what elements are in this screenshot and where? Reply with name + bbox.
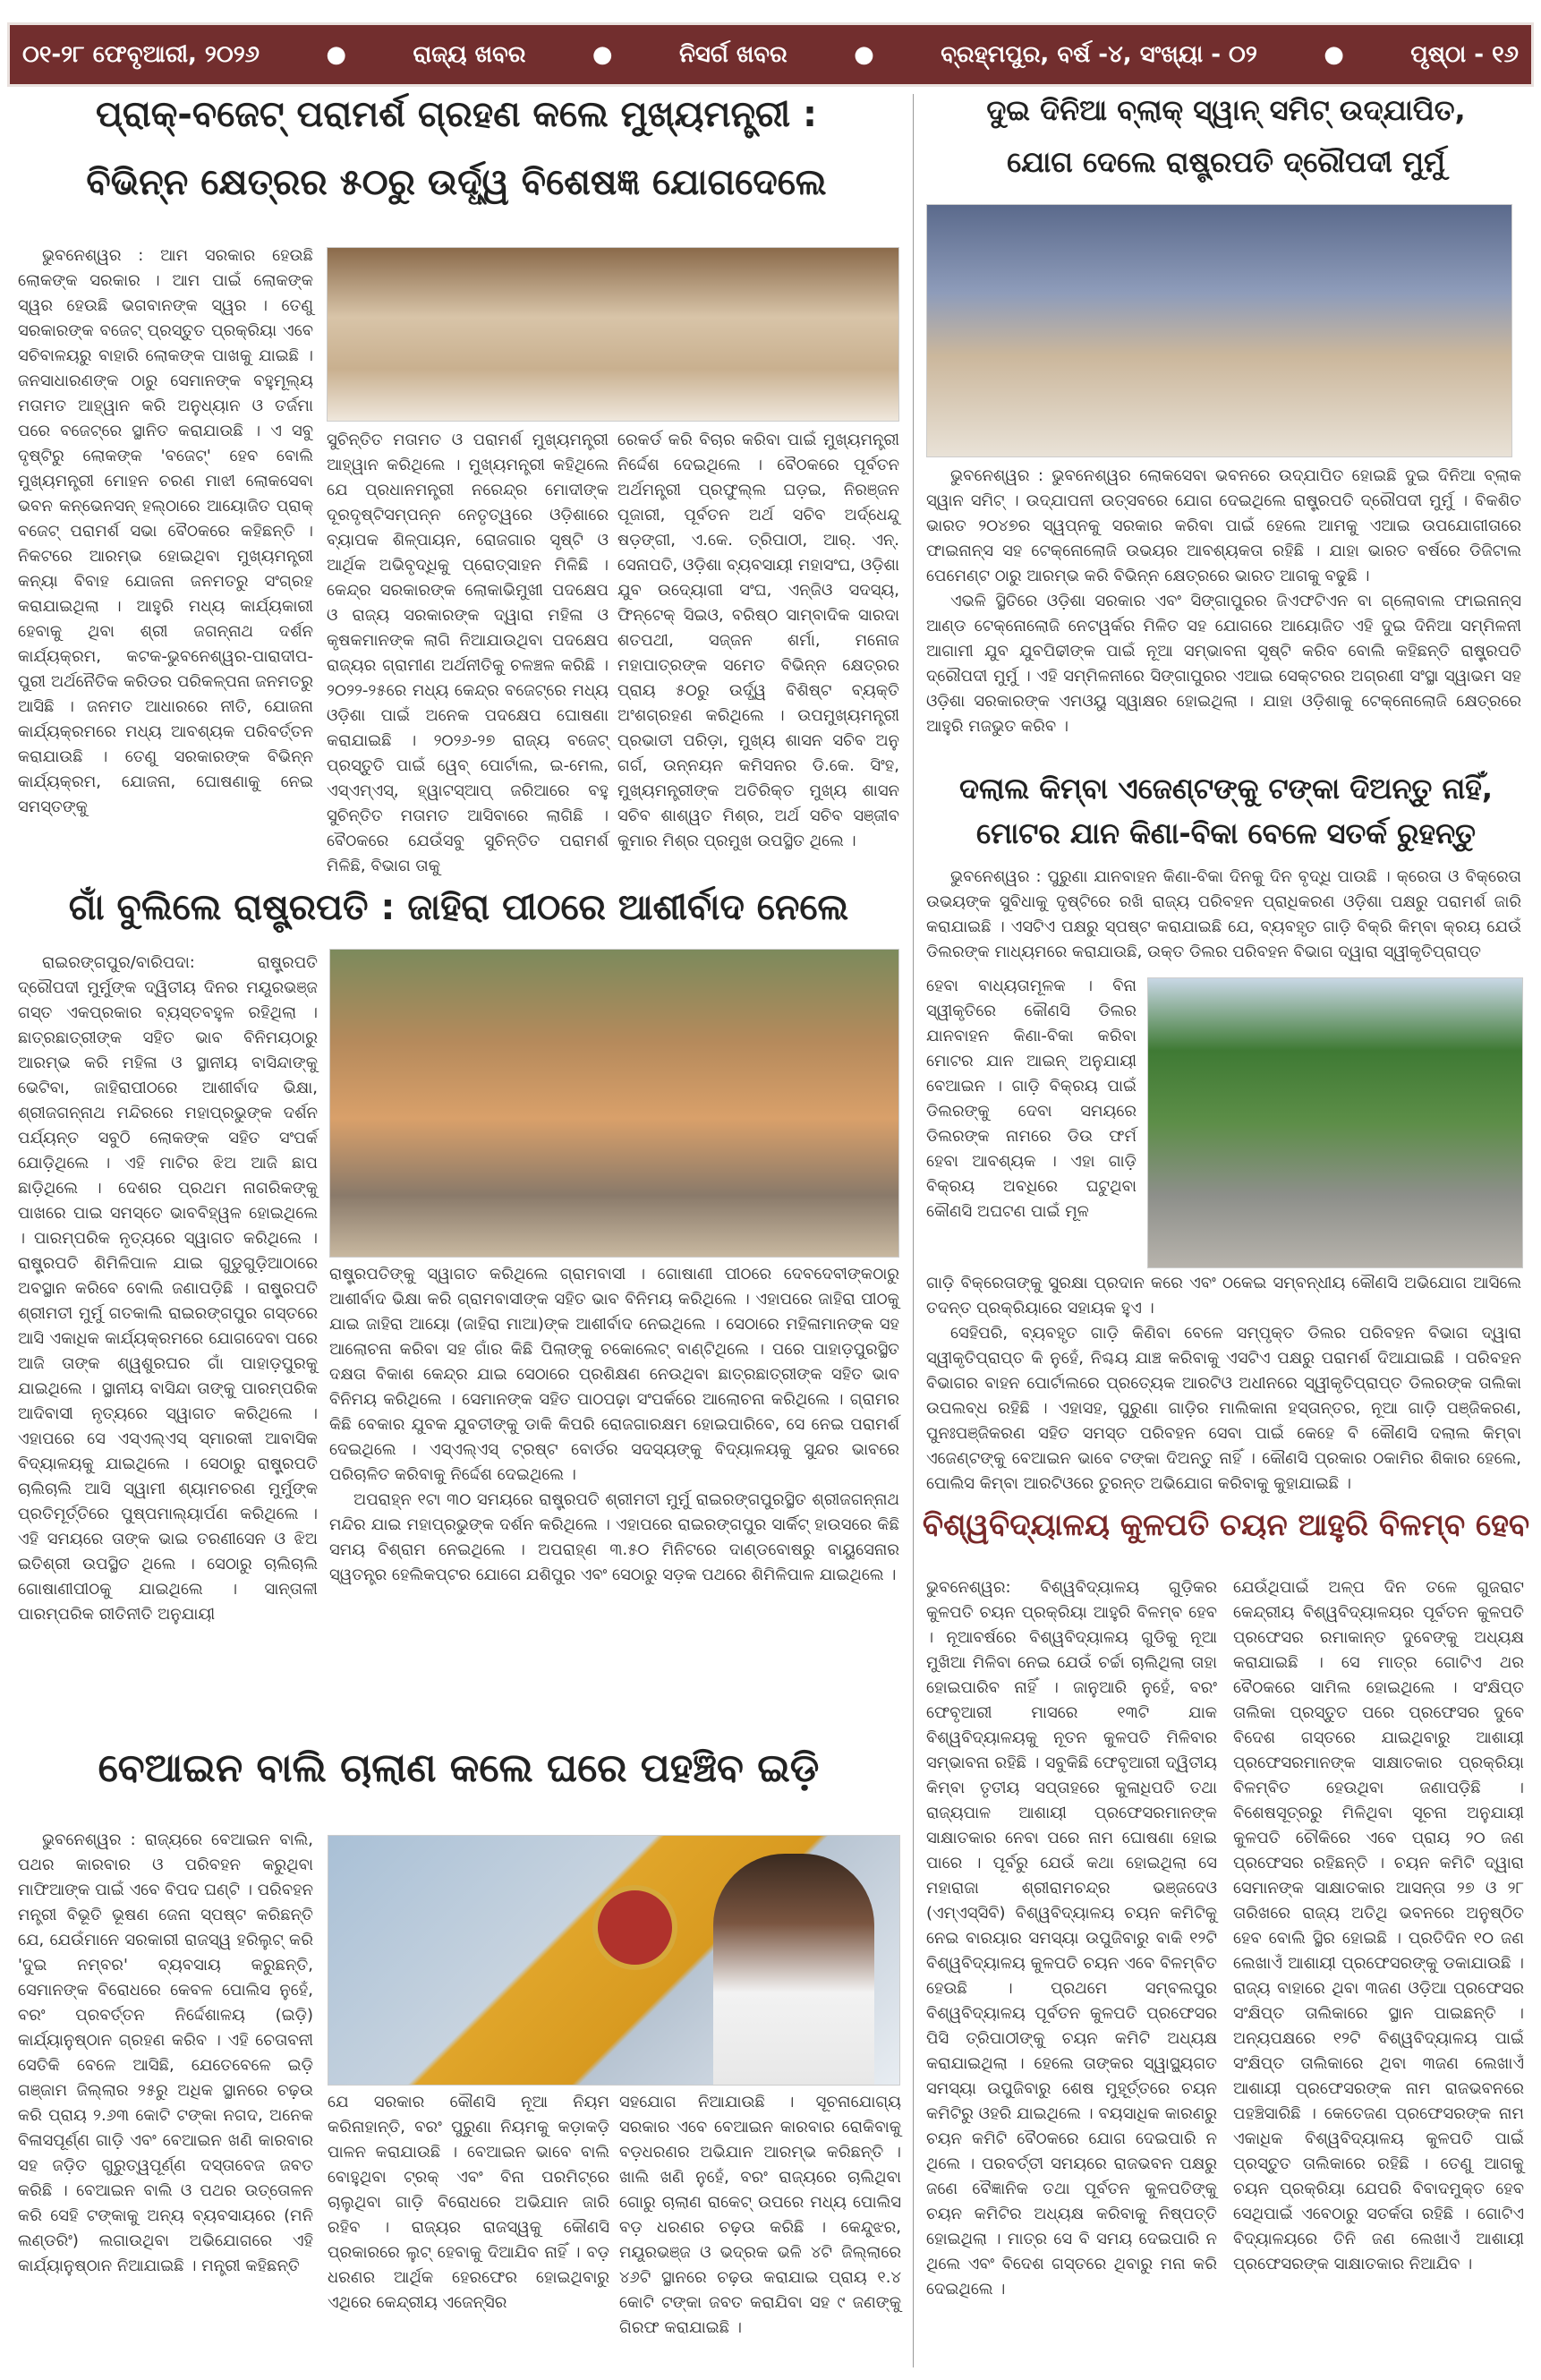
paragraph: ସହଯୋଗ ନିଆଯାଉଛି । ସୂଚନାଯୋଗ୍ୟ ସରକାର ଏବେ ବେଆଇନ କାରବାର ରୋକିବାକୁ ବଡ଼ଧରଣର ଅଭିଯାନ ଆରମ୍ଭ କରିଛନ୍ତି । ଖାଲି ଖଣି ନୁହେଁ, ବରଂ ରାଜ୍ୟରେ ଚାଲିଥିବା ଗୋରୁ ଚାଲାଣ ରାକେଟ୍ ଉପରେ ମଧ୍ୟ ପୋଲିସ ବଡ଼ ଧରଣର ଚଢ଼ଉ କରିଛି । କେନ୍ଦୁଝର, ମୟୂରଭଞ୍ଜ ଓ ଭଦ୍ରକ ଭଳି ୪ଟି ଜିଲ୍ଲାରେ ୪୬ଟି ସ୍ଥାନରେ ଚଢ଼ଉ କରାଯାଇ ପ୍ରାୟ ୧.୪ କୋଟି ଟଙ୍କା ଜବତ କରାଯିବା ସହ ୯ ଜଣଙ୍କୁ ଗିରଫ କରାଯାଇଛି ।: [619, 2093, 901, 2337]
photo-ed-raid: [328, 1835, 900, 2086]
article-budget-col2: [327, 428, 609, 879]
paragraph: ରାଇରଙ୍ଗପୁର/ବାରିପଦା: ରାଷ୍ଟ୍ରପତି ଦ୍ରୌପଦୀ ମୁର୍ମୁଙ୍କ ଦ୍ୱିତୀୟ ଦିନର ମୟୂରଭଞ୍ଜ ଗସ୍ତ ଏକପ୍ରକାର ବ୍ୟସ୍ତବହୁଳ ରହିଥିଲା । ଛାତ୍ରଛାତ୍ରୀଙ୍କ ସହିତ ଭାବ ବିନିମୟଠାରୁ ଆରମ୍ଭ କରି ମହିଳା ଓ ସ୍ଥାନୀୟ ବାସିନ୍ଦାଙ୍କୁ ଭେଟିବା, ଜାହିରାପୀଠରେ ଆଶୀର୍ବାଦ ଭିକ୍ଷା, ଶ୍ରୀଜଗନ୍ନାଥ ମନ୍ଦିରରେ ମହାପ୍ରଭୁଙ୍କ ଦର୍ଶନ ପର୍ଯ୍ୟନ୍ତ ସବୁଠି ଲୋକଙ୍କ ସହିତ ସଂପର୍କ ଯୋଡ଼ିଥିଲେ । ଏହି ମାଟିର ଝିଅ ଆଜି ଛାପ ଛାଡ଼ିଥିଲେ । ଦେଶର ପ୍ରଥମ ନାଗରିକଙ୍କୁ ପାଖରେ ପାଇ ସମସ୍ତେ ଭାବବିହ୍ୱଳ ହୋଇଥିଲେ । ପାରମ୍ପରିକ ନୃତ୍ୟରେ ସ୍ୱାଗତ କରିଥିଲେ । ରାଷ୍ଟ୍ରପତି ଶିମିଳିପାଳ ଯାଇ ଗୁଡୁଗୁଡ଼ିଆଠାରେ ଅବସ୍ଥାନ କରିବେ ବୋଲି ଜଣାପଡ଼ିଛି । ରାଷ୍ଟ୍ରପତି ଶ୍ରୀମତୀ ମୁର୍ମୁ ଗତକାଲି ରାଇରଙ୍ଗପୁର ଗସ୍ତରେ ଆସି ଏକାଧିକ କାର୍ଯ୍ୟକ୍ରମରେ ଯୋଗଦେବା ପରେ ଆଜି ତାଙ୍କ ଶ୍ୱଶୁରଘର ଗାଁ ପାହାଡ଼ପୁରକୁ ଯାଇଥିଲେ । ସ୍ଥାନୀୟ ବାସିନ୍ଦା ତାଙ୍କୁ ପାରମ୍ପରିକ ଆଦିବାସୀ ନୃତ୍ୟରେ ସ୍ୱାଗତ କରିଥିଲେ । ଏହାପରେ ସେ ଏସ୍‌ଏଲ୍‌ଏସ୍ ସ୍ମାରକୀ ଆବାସିକ ବିଦ୍ୟାଳୟକୁ ଯାଇଥିଲେ । ସେଠାରୁ ରାଷ୍ଟ୍ରପତି ଚାଲିଚାଲି ଆସି ସ୍ୱାମୀ ଶ୍ୟାମଚରଣ ମୁର୍ମୁଙ୍କ ପ୍ରତିମୂର୍ତ୍ତିରେ ପୁଷ୍ପମାଲ୍ୟାର୍ପଣ କରିଥିଲେ । ଏହି ସମୟରେ ତାଙ୍କ ଭାଇ ତରଣୀସେନ ଓ ଝିଅ ଇତିଶ୍ରୀ ଉପସ୍ଥିତ ଥିଲେ । ସେଠାରୁ ଚାଲିଚାଲି ଗୋଷାଣୀପୀଠକୁ ଯାଇଥିଲେ । ସାନ୍ତାଳୀ ପାରମ୍ପରିକ ରୀତିନୀତି ଅନୁଯାୟୀ: [18, 953, 318, 1624]
headline-summit-2: ଯୋଗ ଦେଲେ ରାଷ୍ଟ୍ରପତି ଦ୍ରୌପଦୀ ମୁର୍ମୁ: [1007, 145, 1445, 179]
headline-university: ବିଶ୍ୱବିଦ୍ୟାଳୟ କୁଳପତି ଚୟନ ଆହୁରି ବିଳମ୍ବ ହେବ: [922, 1507, 1530, 1543]
headline-budget-2: ବିଭିନ୍ନ କ୍ଷେତ୍ରର ୫୦ରୁ ଉର୍ଦ୍ଧ୍ୱ ବିଶେଷଜ୍ଞ ଯୋଗଦେଲେ: [86, 162, 827, 203]
bullet-icon: ●: [326, 41, 347, 68]
article-university-col2: [1233, 1575, 1524, 2277]
article-dealer-body: [926, 1271, 1521, 1497]
paragraph: ଗାଡ଼ି ବିକ୍ରେତାଙ୍କୁ ସୁରକ୍ଷା ପ୍ରଦାନ କରେ ଏବଂ ଠକେଇ ସମ୍ବନ୍ଧୀୟ କୌଣସି ଅଭିଯୋଗ ଆସିଲେ ତଦନ୍ତ ପ୍ରକ୍ରିୟାରେ ସହାୟକ ହୁଏ ।: [926, 1274, 1521, 1318]
page-number: ପୃଷ୍ଠା - ୧୬: [1410, 40, 1519, 68]
article-budget-col3: [617, 428, 899, 854]
article-sand-col1: [18, 1828, 313, 2279]
section-state-news: ରାଜ୍ୟ ଖବର: [413, 40, 526, 68]
article-village-col1: [18, 951, 318, 1627]
article-sand-col2: [328, 2090, 609, 2316]
article-summit-body: [926, 464, 1521, 739]
article-dealer-intro: [926, 865, 1521, 965]
ed-logo-icon: [592, 1885, 677, 1970]
paragraph: ରେକର୍ଡ କରି ବିଚାର କରିବା ପାଇଁ ମୁଖ୍ୟମନ୍ତ୍ରୀ ନିର୍ଦ୍ଦେଶ ଦେଇଥିଲେ । ବୈଠକରେ ପୂର୍ବତନ ଅର୍ଥମନ୍ତ୍ରୀ ପ୍ରଫୁଲ୍ଲ ଘଡ଼ଇ, ନିରଞ୍ଜନ ପୂଜାରୀ, ପୂର୍ବତନ ଅର୍ଥ ସଚିବ ଅର୍ଦ୍ଧେନ୍ଦୁ ଷଡ଼ଙ୍ଗୀ, ଏ.କେ. ତ୍ରିପାଠୀ, ଆର୍. ଏନ୍. ସେନାପତି, ଓଡ଼ିଶା ବ୍ୟବସାୟୀ ମହାସଂଘ, ଓଡ଼ିଶା ଯୁବ ଉଦ୍ୟୋଗୀ ସଂଘ, ଏନ୍‌ଜିଓ ସଦସ୍ୟ, ଫିନ୍‌ଟେକ୍ ସିଇଓ, ବରିଷ୍ଠ ସାମ୍ବାଦିକ ସାରଦା ଶତପଥୀ, ସଜ୍ଜନ ଶର୍ମା, ମନୋଜ ମହାପାତ୍ରଙ୍କ ସମେତ ବିଭିନ୍ନ କ୍ଷେତ୍ରର ପ୍ରାୟ ୫୦ରୁ ଉର୍ଦ୍ଧ୍ୱ ବିଶିଷ୍ଟ ବ୍ୟକ୍ତି ଅଂଶଗ୍ରହଣ କରିଥିଲେ । ଉପମୁଖ୍ୟମନ୍ତ୍ରୀ ପ୍ରଭାତୀ ପରିଡ଼ା, ମୁଖ୍ୟ ଶାସନ ସଚିବ ଅନୁ ଗର୍ଗ, ଉନ୍ନୟନ କମିସନର ଡି.କେ. ସିଂହ, ମୁଖ୍ୟମନ୍ତ୍ରୀଙ୍କ ଅତିରିକ୍ତ ମୁଖ୍ୟ ଶାସନ ସଚିବ ଶାଶ୍ୱତ ମିଶ୍ର, ଅର୍ଥ ସଚିବ ସଞ୍ଜୀବ କୁମାର ମିଶ୍ର ପ୍ରମୁଖ ଉପସ୍ଥିତ ଥିଲେ ।: [617, 431, 899, 850]
paragraph: ଭୁବନେଶ୍ୱର : ଆମ ସରକାର ହେଉଛି ଲୋକଙ୍କ ସରକାର । ଆମ ପାଇଁ ଲୋକଙ୍କ ସ୍ୱର ହେଉଛି ଭଗବାନଙ୍କ ସ୍ୱର । ତେଣୁ ସରକାରଙ୍କ ବଜେଟ୍ ପ୍ରସ୍ତୁତ ପ୍ରକ୍ରିୟା ଏବେ ସଚିବାଳୟରୁ ବାହାରି ଲୋକଙ୍କ ପାଖକୁ ଯାଇଛି । ଜନସାଧାରଣଙ୍କ ଠାରୁ ସେମାନଙ୍କ ବହୁମୂଲ୍ୟ ମତାମତ ଆହ୍ୱାନ କରି ଅନୁଧ୍ୟାନ ଓ ତର୍ଜମା ପରେ ବଜେଟ୍‌ରେ ସ୍ଥାନିତ କରାଯାଉଛି । ଏ ସବୁ ଦୃଷ୍ଟିରୁ ଲୋକଙ୍କ 'ବଜେଟ୍' ହେବ ବୋଲି ମୁଖ୍ୟମନ୍ତ୍ରୀ ମୋହନ ଚରଣ ମାଝୀ ଲୋକସେବା ଭବନ କନ୍‌ଭେନସନ୍ ହଲ୍‌ଠାରେ ଆୟୋଜିତ ପ୍ରାକ୍ ବଜେଟ୍ ପରାମର୍ଶ ସଭା ବୈଠକରେ କହିଛନ୍ତି । ନିକଟରେ ଆରମ୍ଭ ହୋଇଥିବା ମୁଖ୍ୟମନ୍ତ୍ରୀ କନ୍ୟା ବିବାହ ଯୋଜନା ଜନମତରୁ ସଂଗ୍ରହ କରାଯାଇଥିଲା । ଆହୁରି ମଧ୍ୟ କାର୍ଯ୍ୟକାରୀ ହେବାକୁ ଥିବା ଶ୍ରୀ ଜଗନ୍ନାଥ ଦର୍ଶନ କାର୍ଯ୍ୟକ୍ରମ, କଟକ-ଭୁବନେଶ୍ୱର-ପାରାଦୀପ-ପୁରୀ ଅର୍ଥନୈତିକ କରିଡର ପରିକଳ୍ପନା ଜନମତରୁ ଆସିଛି । ଜନମତ ଆଧାରରେ ନୀତି, ଯୋଜନା କାର୍ଯ୍ୟକ୍ରମରେ ମଧ୍ୟ ଆବଶ୍ୟକ ପରିବର୍ତ୍ତନ କରାଯାଉଛି । ତେଣୁ ସରକାରଙ୍କ ବିଭିନ୍ନ କାର୍ଯ୍ୟକ୍ରମ, ଯୋଜନା, ଘୋଷଣାକୁ ନେଇ ସମସ୍ତଙ୍କୁ: [18, 246, 313, 816]
headline-budget-1: ପ୍ରାକ୍-ବଜେଟ୍ ପରାମର୍ଶ ଗ୍ରହଣ କଲେ ମୁଖ୍ୟମନ୍ତ୍ରୀ :: [96, 94, 817, 135]
headline-dealer-2: ମୋଟର ଯାନ କିଣା-ବିକା ବେଳେ ସତର୍କ ରୁହନ୍ତୁ: [976, 816, 1476, 850]
article-university-col1: [926, 1575, 1217, 2302]
issue-date: ୦୧-୨୮ ଫେବୃଆରୀ, ୨୦୨୬: [22, 40, 260, 68]
paragraph: ଭୁବନେଶ୍ୱର : ରାଜ୍ୟରେ ବେଆଇନ ବାଲି, ପଥର କାରବାର ଓ ପରିବହନ କରୁଥିବା ମାଫିଆଙ୍କ ପାଇଁ ଏବେ ବିପଦ ଘଣ୍ଟି । ପରିବହନ ମନ୍ତ୍ରୀ ବିଭୂତି ଭୂଷଣ ଜେନା ସ୍ପଷ୍ଟ କରିଛନ୍ତି ଯେ, ଯେଉଁମାନେ ସରକାରୀ ରାଜସ୍ୱ ହରିଲୁଟ୍ କରି 'ଦୁଇ ନମ୍ବର' ବ୍ୟବସାୟ କରୁଛନ୍ତି, ସେମାନଙ୍କ ବିରୋଧରେ କେବଳ ପୋଲିସ ନୁହେଁ, ବରଂ ପ୍ରବର୍ତ୍ତନ ନିର୍ଦ୍ଦେଶାଳୟ (ଇଡ଼ି) କାର୍ଯ୍ୟାନୁଷ୍ଠାନ ଗ୍ରହଣ କରିବ । ଏହି ଚେତାବନୀ ସେତିକି ବେଳେ ଆସିଛି, ଯେତେବେଳେ ଇଡ଼ି ଗଞ୍ଜାମ ଜିଲ୍ଲାର ୨୫ରୁ ଅଧିକ ସ୍ଥାନରେ ଚଢ଼ଉ କରି ପ୍ରାୟ ୨.୬୩ କୋଟି ଟଙ୍କା ନଗଦ, ଅନେକ ବିଳାସପୂର୍ଣ୍ଣ ଗାଡ଼ି ଏବଂ ବେଆଇନ ଖଣି କାରବାର ସହ ଜଡ଼ିତ ଗୁରୁତ୍ୱପୂର୍ଣ୍ଣ ଦସ୍ତାବେଜ ଜବତ କରିଛି । ବେଆଇନ ବାଲି ଓ ପଥର ଉତ୍ତୋଳନ କରି ସେହି ଟଙ୍କାକୁ ଅନ୍ୟ ବ୍ୟବସାୟରେ (ମନି ଲଣ୍ଡରିଂ) ଲଗାଉଥିବା ଅଭିଯୋଗରେ ଏହି କାର୍ଯ୍ୟାନୁଷ୍ଠାନ ନିଆଯାଇଛି । ମନ୍ତ୍ରୀ କହିଛନ୍ତି: [18, 1830, 313, 2275]
headline-dealer-1: ଦଲାଲ କିମ୍ବା ଏଜେଣ୍ଟଙ୍କୁ ଟଙ୍କା ଦିଅନ୍ତୁ ନାହିଁ,: [958, 772, 1494, 806]
paragraph: ଯେ ସରକାର କୌଣସି ନୂଆ ନିୟମ କରିନାହାନ୍ତି, ବରଂ ପୁରୁଣା ନିୟମକୁ କଡ଼ାକଡ଼ି ପାଳନ କରାଯାଉଛି । ବେଆଇନ ଭାବେ ବାଲି ବୋହୁଥିବା ଟ୍ରକ୍ ଏବଂ ବିନା ପରମିଟ୍‌ରେ ଚାଲୁଥିବା ଗାଡ଼ି ବିରୋଧରେ ଅଭିଯାନ ଜାରି ରହିବ । ରାଜ୍ୟର ରାଜସ୍ୱକୁ କୌଣସି ପ୍ରକାରରେ ଲୁଟ୍ ହେବାକୁ ଦିଆଯିବ ନାହିଁ । ବଡ଼ ଧରଣର ଆର୍ଥିକ ହେରଫେର ହୋଇଥିବାରୁ ଏଥିରେ କେନ୍ଦ୍ରୀୟ ଏଜେନ୍ସିର: [328, 2093, 609, 2312]
paragraph: ସେହିପରି, ବ୍ୟବହୃତ ଗାଡ଼ି କିଣିବା ବେଳେ ସମ୍ପୃକ୍ତ ଡିଲର ପରିବହନ ବିଭାଗ ଦ୍ୱାରା ସ୍ୱୀକୃତିପ୍ରାପ୍ତ କି ନୁହେଁ, ନିଶ୍ଚୟ ଯାଞ୍ଚ କରିବାକୁ ଏସଟିଏ ପକ୍ଷରୁ ପରାମର୍ଶ ଦିଆଯାଇଛି । ପରିବହନ ବିଭାଗର ବାହନ ପୋର୍ଟାଲରେ ପ୍ରତ୍ୟେକ ଆରଟିଓ ଅଧୀନରେ ସ୍ୱୀକୃତିପ୍ରାପ୍ତ ଡିଲରଙ୍କ ତାଲିକା ଉପଲବ୍ଧ ରହିଛି । ଏହାସହ, ପୁରୁଣା ଗାଡ଼ିର ମାଲିକାନା ହସ୍ତାନ୍ତର, ନୂଆ ଗାଡ଼ି ପଞ୍ଜିକରଣ, ପୁନଃପଞ୍ଜିକରଣ ସହିତ ସମସ୍ତ ପରିବହନ ସେବା ପାଇଁ କେହେ ବି କୌଣସି ଦଲାଲ କିମ୍ବା ଏଜେଣ୍ଟଙ୍କୁ ବେଆଇନ ଭାବେ ଟଙ୍କା ଦିଅନ୍ତୁ ନାହିଁ । କୌଣସି ପ୍ରକାର ଠକାମିର ଶିକାର ହେଲେ, ପୋଲିସ କିମ୍ବା ଆରଟିଓରେ ତୁରନ୍ତ ଅଭିଯୋଗ କରିବାକୁ କୁହାଯାଇଛି ।: [926, 1324, 1521, 1493]
headline-village: ଗାଁ ବୁଲିଲେ ରାଷ୍ଟ୍ରପତି : ଜାହିରା ପୀଠରେ ଆଶୀର୍ବାଦ ନେଲେ: [68, 887, 849, 928]
article-village-col2: [329, 1262, 899, 1588]
paragraph: ଭୁବନେଶ୍ୱର : ପୁରୁଣା ଯାନବାହନ କିଣା-ବିକା ଦିନକୁ ଦିନ ବୃଦ୍ଧି ପାଉଛି । କ୍ରେତା ଓ ବିକ୍ରେତା ଉଭୟଙ୍କ ସୁବିଧାକୁ ଦୃଷ୍ଟିରେ ରଖି ରାଜ୍ୟ ପରିବହନ ପ୍ରାଧିକରଣ ଓଡ଼ିଶା ପକ୍ଷରୁ ପରାମର୍ଶ ଜାରି କରାଯାଇଛି । ଏସଟିଏ ପକ୍ଷରୁ ସ୍ପଷ୍ଟ କରାଯାଇଛି ଯେ, ବ୍ୟବହୃତ ଗାଡ଼ି ବିକ୍ରି କିମ୍ବା କ୍ରୟ ଯେଉଁ ଡିଲରଙ୍କ ମାଧ୍ୟମରେ କରାଯାଉଛି, ଉକ୍ତ ଡିଲର ପରିବହନ ବିଭାଗ ଦ୍ୱାରା ସ୍ୱୀକୃତିପ୍ରାପ୍ତ: [926, 867, 1521, 961]
bullet-icon: ●: [592, 41, 613, 68]
paragraph: ଭୁବନେଶ୍ୱର : ଭୁବନେଶ୍ୱର ଲୋକସେବା ଭବନରେ ଉଦ୍‌ଯାପିତ ହୋଇଛି ଦୁଇ ଦିନିଆ ବ୍ଲାକ ସ୍ୱାନ ସମିଟ୍ । ଉଦ୍‌ଯାପନୀ ଉତ୍ସବରେ ଯୋଗ ଦେଇଥିଲେ ରାଷ୍ଟ୍ରପତି ଦ୍ରୌପଦୀ ମୁର୍ମୁ । ବିକଶିତ ଭାରତ ୨୦୪୭ର ସ୍ୱପ୍ନକୁ ସରକାର କରିବା ପାଇଁ ହେଲେ ଆମକୁ ଏଆଇ ଉପଯୋଗୀତାରେ ଫାଇନାନ୍ସ ସହ ଟେକ୍ନୋଲୋଜି ଉଭୟର ଆବଶ୍ୟକତା ରହିଛି । ଯାହା ଭାରତ ବର୍ଷରେ ଡିଜିଟାଲ ପେମେଣ୍ଟ ଠାରୁ ଆରମ୍ଭ କରି ବିଭିନ୍ନ କ୍ଷେତ୍ରରେ ଭାରତ ଆଗକୁ ବଢୁଛି ।: [926, 466, 1521, 585]
paragraph: ହେବା ବାଧ୍ୟତାମୂଳକ । ବିନା ସ୍ୱୀକୃତିରେ କୌଣସି ଡିଲର ଯାନବାହନ କିଣା-ବିକା କରିବା ମୋଟର ଯାନ ଆଇନ୍ ଅନୁଯାୟୀ ବେଆଇନ । ଗାଡ଼ି ବିକ୍ରୟ ପାଇଁ ଡିଲରଙ୍କୁ ଦେବା ସମୟରେ ଡିଲରଙ୍କ ନାମରେ ଡିଉ ଫର୍ମ ହେବା ଆବଶ୍ୟକ । ଏହା ଗାଡ଼ି ବିକ୍ରୟ ଅବଧିରେ ଘଟୁଥିବା କୌଣସି ଅଘଟଣ ପାଇଁ ମୂଳ: [926, 977, 1137, 1221]
article-sand-col3: [619, 2090, 901, 2341]
photo-traffic: [1147, 977, 1523, 1268]
bullet-icon: ●: [854, 41, 874, 68]
photo-summit: [926, 204, 1512, 457]
paragraph: ଏଭଳି ସ୍ଥିତିରେ ଓଡ଼ିଶା ସରକାର ଏବଂ ସିଙ୍ଗାପୁରର ଜିଏଫଟିଏନ ବା ଗ୍ଲୋବାଲ ଫାଇନାନ୍ସ ଆଣ୍ଡ ଟେକ୍ନୋଲୋଜି ନେଟୱର୍କର ମିଳିତ ସହ ଯୋଗରେ ଆୟୋଜିତ ଏହି ଦୁଇ ଦିନିଆ ସମ୍ମିଳନୀ ଆଗାମୀ ଯୁବ ଯୁବପିଢୀଙ୍କ ପାଇଁ ନୂଆ ସମ୍ଭାବନା ସୃଷ୍ଟି କରିବ ବୋଲି କହିଛନ୍ତି ରାଷ୍ଟ୍ରପତି ଦ୍ରୌପଦୀ ମୁର୍ମୁ । ଏହି ସମ୍ମିଳନୀରେ ସିଙ୍ଗାପୁରର ଏଆଇ ସେକ୍ଟରର ଅଗ୍ରଣୀ ସଂସ୍ଥା ସ୍ୱାଭମ ସହ ଓଡ଼ିଶା ସରକାରଙ୍କ ଏମଓୟୁ ସ୍ୱାକ୍ଷର ହୋଇଥିଲା । ଯାହା ଓଡ଼ିଶାକୁ ଟେକ୍ନୋଲୋଜି କ୍ଷେତ୍ରରେ ଆହୁରି ମଜଭୁତ କରିବ ।: [926, 592, 1521, 736]
section-nisarga-news: ନିସର୍ଗ ଖବର: [678, 40, 788, 68]
masthead-band: [7, 22, 1534, 87]
column-divider: [913, 94, 914, 2367]
paragraph: ଯେଉଁଥିପାଇଁ ଅଳ୍ପ ଦିନ ତଳେ ଗୁଜରାଟ କେନ୍ଦ୍ରୀୟ ବିଶ୍ୱବିଦ୍ୟାଳୟର ପୂର୍ବତନ କୁଳପତି ପ୍ରଫେସର ରମାକାନ୍ତ ଦୁବେଙ୍କୁ ଅଧ୍ୟକ୍ଷ କରାଯାଇଛି । ସେ ମାତ୍ର ଗୋଟିଏ ଥର ବୈଠକରେ ସାମିଲ ହୋଇଥିଲେ । ସଂକ୍ଷିପ୍ତ ତାଲିକା ପ୍ରସ୍ତୁତ ପରେ ପ୍ରଫେସର ଦୁବେ ବିଦେଶ ଗସ୍ତରେ ଯାଇଥିବାରୁ ଆଶାୟୀ ପ୍ରଫେସରମାନଙ୍କ ସାକ୍ଷାତକାର ପ୍ରକ୍ରିୟା ବିଳମ୍ବିତ ହେଉଥିବା ଜଣାପଡ଼ିଛି । ବିଶେଷସୂତ୍ରରୁ ମିଳିଥିବା ସୂଚନା ଅନୁଯାୟୀ କୁଳପତି ଚୌକିରେ ଏବେ ପ୍ରାୟ ୨୦ ଜଣ ପ୍ରଫେସର ରହିଛନ୍ତି । ଚୟନ କମିଟି ଦ୍ୱାରା ସେମାନଙ୍କ ସାକ୍ଷାତକାର ଆସନ୍ତା ୨୭ ଓ ୨୮ ତାରିଖରେ ରାଜ୍ୟ ଅତିଥି ଭବନରେ ଅନୁଷ୍ଠିତ ହେବ ବୋଲି ସ୍ଥିର ହୋଇଛି । ପ୍ରତିଦିନ ୧୦ ଜଣ ଲେଖାଏଁ ଆଶାୟୀ ପ୍ରଫେସରଙ୍କୁ ଡକାଯାଉଛି । ରାଜ୍ୟ ବାହାରେ ଥିବା ୩ଜଣ ଓଡ଼ିଆ ପ୍ରଫେସର ସଂକ୍ଷିପ୍ତ ତାଲିକାରେ ସ୍ଥାନ ପାଇଛନ୍ତି । ଅନ୍ୟପକ୍ଷରେ ୧୨ଟି ବିଶ୍ୱବିଦ୍ୟାଳୟ ପାଇଁ ସଂକ୍ଷିପ୍ତ ତାଲିକାରେ ଥିବା ୩ଜଣ ଲେଖାଏଁ ଆଶାୟୀ ପ୍ରଫେସରଙ୍କ ନାମ ରାଜଭବନରେ ପହଞ୍ଚିସାରିଛି । କେତେଜଣ ପ୍ରଫେସରଙ୍କ ନାମ ଏକାଧିକ ବିଶ୍ୱବିଦ୍ୟାଳୟ କୁଳପତି ପାଇଁ ପ୍ରସ୍ତୁତ ତାଲିକାରେ ରହିଛି । ତେଣୁ ଆଗକୁ ଚୟନ ପ୍ରକ୍ରିୟା ଯେପରି ବିବାଦମୁକ୍ତ ହେବ ସେଥିପାଇଁ ଏବେଠାରୁ ସତର୍କତା ରହିଛି । ଗୋଟିଏ ବିଦ୍ୟାଳୟରେ ତିନି ଜଣ ଲେଖାଏଁ ଆଶାୟୀ ପ୍ରଫେସରଙ୍କ ସାକ୍ଷାତକାର ନିଆଯିବ ।: [1233, 1578, 1524, 2273]
paragraph: ଅପରାହ୍ନ ୧ଟା ୩୦ ସମୟରେ ରାଷ୍ଟ୍ରପତି ଶ୍ରୀମତୀ ମୁର୍ମୁ ରାଇରଙ୍ଗପୁରସ୍ଥିତ ଶ୍ରୀଜଗନ୍ନାଥ ମନ୍ଦିର ଯାଇ ମହାପ୍ରଭୁଙ୍କ ଦର୍ଶନ କରିଥିଲେ । ଏହାପରେ ରାଇରଙ୍ଗପୁର ସାର୍କିଟ୍‌ ହାଉସରେ କିଛି ସମୟ ବିଶ୍ରାମ ନେଇଥିଲେ । ଅପରାହ୍ଣ ୩.୫୦ ମିନିଟରେ ଦାଣ୍ଡବୋଷରୁ ବାୟୁସେନାର ସ୍ୱତନ୍ତ୍ର ହେଲିକପ୍ଟର ଯୋଗେ ଯଶିପୁର ଏବଂ ସେଠାରୁ ସଡ଼କ ପଥରେ ଶିମିଳିପାଳ ଯାଇଥିଲେ ।: [329, 1490, 899, 1584]
article-budget-col1: [18, 243, 313, 820]
paragraph: ରାଷ୍ଟ୍ରପତିଙ୍କୁ ସ୍ୱାଗତ କରିଥିଲେ ଗ୍ରାମବାସୀ । ଗୋଷାଣୀ ପୀଠରେ ଦେବଦେବୀଙ୍କଠାରୁ ଆଶୀର୍ବାଦ ଭିକ୍ଷା କରି ଗ୍ରାମବାସୀଙ୍କ ସହିତ ଭାବ ବିନିମୟ କରିଥିଲେ । ଏହାପରେ ଜାହିରା ପୀଠକୁ ଯାଇ ଜାହିରା ଆୟୋ (ଜାହିରା ମାଆ)ଙ୍କ ଆଶୀର୍ବାଦ ନେଇଥିଲେ । ସେଠାରେ ମହିଳାମାନଙ୍କ ସହ ଆଲୋଚନା କରିବା ସହ ଗାଁର କିଛି ପିଲାଙ୍କୁ ଚକୋଲେଟ୍ ବାଣ୍ଟିଥିଲେ । ପରେ ପାହାଡ଼ପୁରସ୍ଥିତ ଦକ୍ଷତା ବିକାଶ କେନ୍ଦ୍ର ଯାଇ ସେଠାରେ ପ୍ରଶିକ୍ଷଣ ନେଉଥିବା ଛାତ୍ରଛାତ୍ରୀଙ୍କ ସହିତ ଭାବ ବିନିମୟ କରିଥିଲେ । ସେମାନଙ୍କ ସହିତ ପାଠପଢ଼ା ସଂପର୍କରେ ଆଲୋଚନା କରିଥିଲେ । ଗ୍ରାମର କିଛି ବେକାର ଯୁବକ ଯୁବତୀଙ୍କୁ ଡାକି କିପରି ରୋଜଗାରକ୍ଷମ ହୋଇପାରିବେ, ସେ ନେଇ ପରାମର୍ଶ ଦେଇଥିଲେ । ଏସ୍‌ଏଲ୍‌ଏସ୍ ଟ୍ରଷ୍ଟ ବୋର୍ଡର ସଦସ୍ୟଙ୍କୁ ବିଦ୍ୟାଳୟକୁ ସୁନ୍ଦର ଭାବରେ ପରିଚାଳିତ କରିବାକୁ ନିର୍ଦ୍ଦେଶ ଦେଇଥିଲେ ।: [329, 1265, 899, 1484]
headline-sand: ବେଆଇନ ବାଲି ଚାଲାଣ କଲେ ଘରେ ପହଞ୍ଚିବ ଇଡ଼ି: [98, 1745, 820, 1791]
place-issue: ବ୍ରହ୍ମପୁର, ବର୍ଷ -୪, ସଂଖ୍ୟା - ୦୨: [941, 40, 1257, 68]
paragraph: ଭୁବନେଶ୍ୱର: ବିଶ୍ୱବିଦ୍ୟାଳୟ ଗୁଡ଼ିକର କୁଳପତି ଚୟନ ପ୍ରକ୍ରିୟା ଆହୁରି ବିଳମ୍ବ ହେବ । ନୂଆବର୍ଷରେ ବିଶ୍ୱବିଦ୍ୟାଳୟ ଗୁଡିକୁ ନୂଆ ମୁଖିଆ ମିଳିବା ନେଇ ଯେଉଁ ଚର୍ଚ୍ଚା ଚାଲିଥିଲା ତାହା ହୋଇପାରିବ ନାହିଁ । ଜାନୁଆରି ନୁହେଁ, ବରଂ ଫେବୃଆରୀ ମାସରେ ୧୩ଟି ଯାକ ବିଶ୍ୱବିଦ୍ୟାଳୟକୁ ନୂତନ କୁଳପତି ମିଳିବାର ସମ୍ଭାବନା ରହିଛି । ସବୁକିଛି ଫେବୃଆରୀ ଦ୍ୱିତୀୟ କିମ୍ବା ତୃତୀୟ ସପ୍ତାହରେ କୁଳାଧିପତି ତଥା ରାଜ୍ୟପାଳ ଆଶାୟୀ ପ୍ରଫେସରମାନଙ୍କ ସାକ୍ଷାତକାର ନେବା ପରେ ନାମ ଘୋଷଣା ହୋଇ ପାରେ । ପୂର୍ବରୁ ଯେଉଁ କଥା ହୋଇଥିଲା ସେ ମହାରାଜା ଶ୍ରୀରାମଚନ୍ଦ୍ର ଭଞ୍ଜଦେଓ (ଏମ୍ଏସ୍‌ସିବି) ବିଶ୍ୱବିଦ୍ୟାଳୟ ଚୟନ କମିଟିକୁ ନେଇ ବାରୟାର ସମସ୍ୟା ଉପୁଜିବାରୁ ବାକି ୧୨ଟି ବିଶ୍ୱବିଦ୍ୟାଳୟ କୁଳପତି ଚୟନ ଏବେ ବିଳମ୍ବିତ ହେଉଛି । ପ୍ରଥମେ ସମ୍ବଲପୁର ବିଶ୍ୱବିଦ୍ୟାଳୟ ପୂର୍ବତନ କୁଳପତି ପ୍ରଫେସର ପିସି ତ୍ରିପାଠୀଙ୍କୁ ଚୟନ କମିଟି ଅଧ୍ୟକ୍ଷ କରାଯାଇଥିଲା । ହେଲେ ତାଙ୍କର ସ୍ୱାସ୍ଥ୍ୟଗତ ସମସ୍ୟା ଉପୁଜିବାରୁ ଶେଷ ମୁହୂର୍ତ୍ତରେ ଚୟନ କମିଟିରୁ ଓହରି ଯାଇଥିଲେ । ବୟସାଧିକ କାରଣରୁ ଚୟନ କମିଟି ବୈଠକରେ ଯୋଗ ଦେଇପାରି ନ ଥିଲେ । ପରବର୍ତ୍ତୀ ସମୟରେ ରାଜଭବନ ପକ୍ଷରୁ ଜଣେ ବୈଜ୍ଞାନିକ ତଥା ପୂର୍ବତନ କୁଳପତିଙ୍କୁ ଚୟନ କମିଟିର ଅଧ୍ୟକ୍ଷ କରିବାକୁ ନିଷ୍ପତ୍ତି ହୋଇଥିଲା । ମାତ୍ର ସେ ବି ସମୟ ଦେଇପାରି ନ ଥିଲେ ଏବଂ ବିଦେଶ ଗସ୍ତରେ ଥିବାରୁ ମନା କରି ଦେଇଥିଲେ ।: [926, 1578, 1217, 2299]
photo-budget-meeting: [327, 247, 899, 422]
minister-portrait: [713, 1854, 874, 2085]
photo-president-village: [329, 949, 899, 1258]
headline-summit-1: ଦୁଇ ଦିନିଆ ବ୍ଲାକ୍ ସ୍ୱାନ୍ ସମିଟ୍ ଉଦ୍‌ଯାପିତ,: [986, 93, 1466, 127]
paragraph: ସୁଚିନ୍ତିତ ମତାମତ ଓ ପରାମର୍ଶ ମୁଖ୍ୟମନ୍ତ୍ରୀ ଆହ୍ୱାନ କରିଥିଲେ । ମୁଖ୍ୟମନ୍ତ୍ରୀ କହିଥିଲେ ଯେ ପ୍ରଧାନମନ୍ତ୍ରୀ ନରେନ୍ଦ୍ର ମୋଦୀଙ୍କ ଦୂରଦୃଷ୍ଟିସମ୍ପନ୍ନ ନେତୃତ୍ୱରେ ଓଡ଼ିଶାରେ ବ୍ୟାପକ ଶିଳ୍ପାୟନ, ରୋଜଗାର ସୃଷ୍ଟି ଓ ଆର୍ଥିକ ଅଭିବୃଦ୍ଧିକୁ ପ୍ରୋତ୍ସାହନ ମିଳିଛି । କେନ୍ଦ୍ର ସରକାରଙ୍କ ଲୋକାଭିମୁଖୀ ପଦକ୍ଷେପ ଓ ରାଜ୍ୟ ସରକାରଙ୍କ ଦ୍ୱାରା ମହିଳା ଓ କୃଷକମାନଙ୍କ ଲାଗି ନିଆଯାଉଥିବା ପଦକ୍ଷେପ ରାଜ୍ୟର ଗ୍ରାମୀଣ ଅର୍ଥନୀତିକୁ ଚଳଞ୍ଚଳ କରିଛି । ୨୦୨୨-୨୫ରେ ମଧ୍ୟ କେନ୍ଦ୍ର ବଜେଟ୍‌ରେ ମଧ୍ୟ ଓଡ଼ିଶା ପାଇଁ ଅନେକ ପଦକ୍ଷେପ ଘୋଷଣା କରାଯାଇଛି । ୨୦୨୬-୨୭ ରାଜ୍ୟ ବଜେଟ୍ ପ୍ରସ୍ତୁତି ପାଇଁ ୱେବ୍ ପୋର୍ଟାଲ, ଇ-ମେଲ, ଏସ୍‌ଏମ୍‌ଏସ୍, ହ୍ୱାଟସ୍‌ଆପ୍ ଜରିଆରେ ବହୁ ସୁଚିନ୍ତିତ ମତାମତ ଆସିବାରେ ଲାଗିଛି । ବୈଠକରେ ଯେଉଁସବୁ ସୁଚିନ୍ତିତ ପରାମର୍ଶ ମିଳିଛି, ବିଭାଗ ତାକୁ: [327, 431, 609, 875]
article-dealer-col: [926, 974, 1137, 1224]
bullet-icon: ●: [1324, 41, 1344, 68]
